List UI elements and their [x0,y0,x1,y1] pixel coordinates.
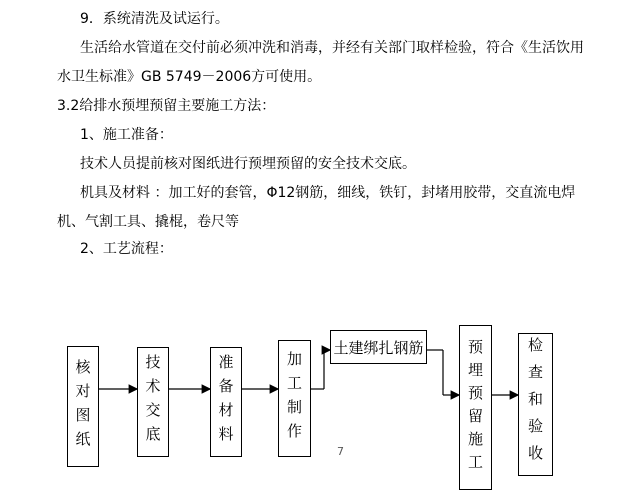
section-heading: 3.2给排水预埋预留主要施工方法： [57,98,276,114]
flow-step-label: 准备材料 [216,354,235,450]
text-line-3: 水卫生标准》GB 5749－2006方可使用。 [57,69,322,85]
subheading-process-flow: 2、工艺流程： [80,241,173,257]
flow-step-label: 检查和验收 [526,337,544,472]
flow-step-rebar-tying [330,330,427,364]
text-line-6: 技术人员提前核对图纸进行预埋预留的安全技术交底。 [80,156,416,172]
text-line-1: 9．系统清洗及试运行。 [80,11,229,27]
flow-step-label: 核对图纸 [73,358,92,455]
flow-step-label: 预埋预留施工 [466,338,484,477]
flow-step-label: 土建绑扎钢筋 [333,338,424,357]
page-number: 7 [337,445,344,458]
flow-step-fabrication [278,340,311,457]
flow-step-inspection-acceptance [518,333,553,476]
text-line-8: 机、气割工具、撬棍，卷尺等 [57,214,239,230]
subheading-preparation: 1、施工准备： [80,127,173,143]
flow-step-label: 加工制作 [285,350,303,447]
text-line-2: 生活给水管道在交付前必须冲洗和消毒，并经有关部门取样检验，符合《生活饮用 [80,40,584,56]
flow-step-check-drawings [67,346,99,467]
flow-step-label: 技术交底 [143,354,162,450]
text-line-7: 机具及材料 ：加工好的套管，Φ12钢筋，细线，铁钉，封堵用胶带，交直流电焊 [80,185,576,201]
flow-step-embedding-construction [459,325,492,490]
flow-step-prepare-materials [210,347,242,457]
flow-step-technical-briefing [137,347,169,457]
